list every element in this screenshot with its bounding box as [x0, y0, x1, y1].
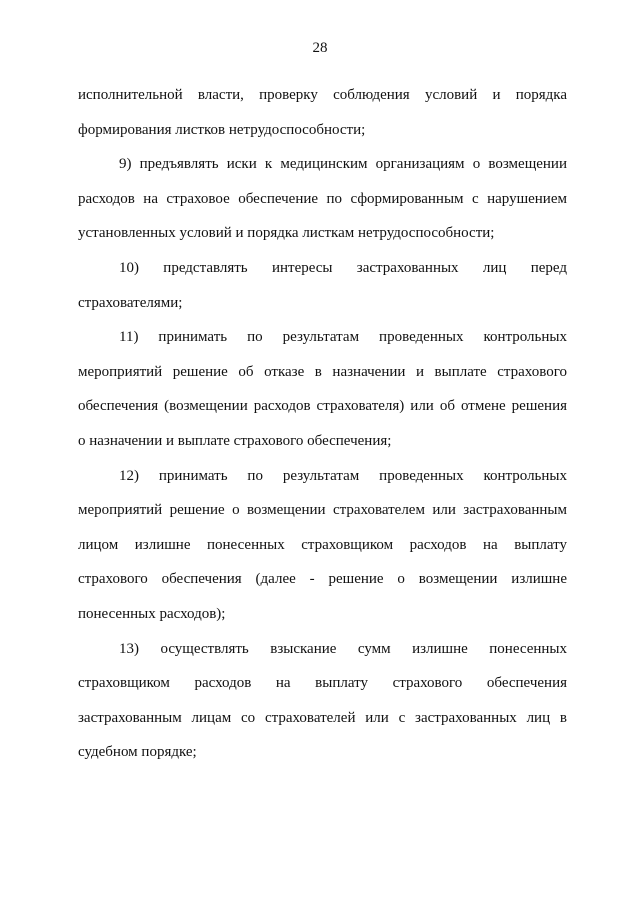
paragraph-item-11: [78, 320, 567, 458]
document-body: [78, 78, 567, 770]
text-line: страхового обеспечения (далее - решение о возмещении излишне: [78, 571, 567, 588]
paragraph-continuation: [78, 78, 567, 147]
paragraph-item-10: [78, 251, 567, 320]
paragraph-item-12: [78, 459, 567, 632]
text-line: 13) осуществлять взыскание сумм излишне понесенных: [119, 640, 567, 657]
text-line: 12) принимать по результатам проведенных контрольных: [119, 467, 567, 484]
paragraph-item-13: [78, 632, 567, 770]
text-line: понесенных расходов);: [78, 605, 226, 622]
text-line: 10) представлять интересы застрахованных лиц перед: [119, 259, 567, 276]
text-line: расходов на страховое обеспечение по сформированным с нарушением: [78, 190, 567, 207]
page-number: 28: [312, 40, 328, 56]
text-line: о назначении и выплате страхового обеспечения;: [78, 432, 392, 449]
paragraph-item-9: [78, 147, 567, 251]
text-line: формирования листков нетрудоспособности;: [78, 121, 366, 138]
text-line: судебном порядке;: [78, 744, 197, 761]
text-line: мероприятий решение о возмещении страхователем или застрахованным: [78, 502, 567, 519]
text-line: установленных условий и порядка листкам нетрудоспособности;: [78, 225, 495, 242]
text-line: мероприятий решение об отказе в назначении и выплате страхового: [78, 363, 567, 380]
text-line: лицом излишне понесенных страховщиком расходов на выплату: [78, 536, 567, 553]
text-line: исполнительной власти, проверку соблюдения условий и порядка: [78, 87, 567, 103]
text-line: страхователями;: [78, 294, 183, 311]
text-line: 11) принимать по результатам проведенных контрольных: [119, 329, 567, 346]
text-line: обеспечения (возмещении расходов страхователя) или об отмене решения: [78, 398, 567, 415]
text-line: страховщиком расходов на выплату страхового обеспечения: [78, 675, 567, 692]
text-line: застрахованным лицам со страхователей или с застрахованных лиц в: [78, 709, 567, 726]
text-line: 9) предъявлять иски к медицинским организациям о возмещении: [119, 156, 567, 173]
